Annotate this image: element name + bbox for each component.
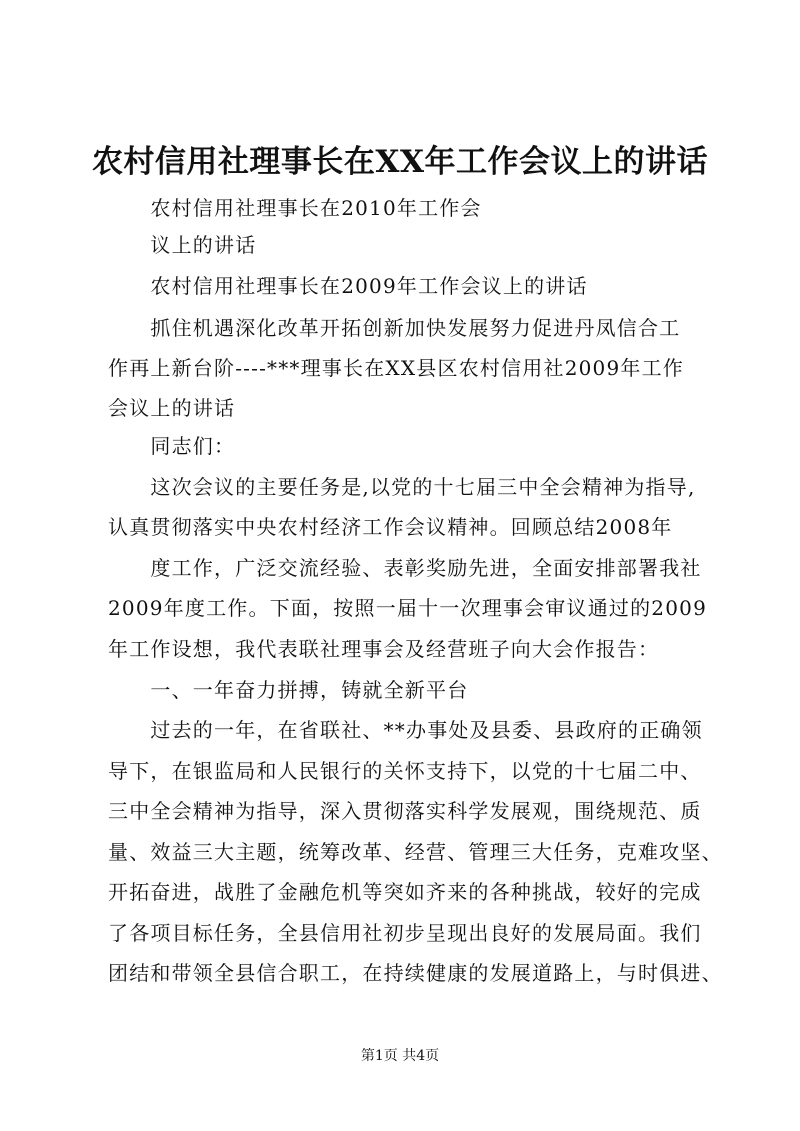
section-heading: 一、一年奋力拼搏，铸就全新平台 [108, 678, 469, 702]
body-line: 了各项目标任务，全县信用社初步呈现出良好的发展局面。我们 [108, 921, 702, 945]
body-line: 会议上的讲话 [108, 396, 236, 420]
body-line: 农村信用社理事长在2010年工作会 [108, 196, 482, 220]
body-line: 导下，在银监局和人民银行的关怀支持下，以党的十七届二中、 [108, 759, 702, 783]
body-line: 团结和带领全县信合职工，在持续健康的发展道路上，与时俱进、 [108, 961, 723, 985]
body-line: 年工作设想，我代表联社理事会及经营班子向大会作报告： [108, 637, 660, 661]
body-line: 议上的讲话 [108, 233, 257, 257]
body-line: 2009年度工作。下面，按照一届十一次理事会审议通过的2009 [108, 596, 707, 620]
body-line: 量、效益三大主题，统筹改革、经营、管理三大任务，克难攻坚、 [108, 840, 723, 864]
body-line: 抓住机遇深化改革开拓创新加快发展努力促进丹凤信合工 [108, 316, 681, 340]
body-line: 认真贯彻落实中央农村经济工作会议精神。回顾总结2008年 [108, 515, 673, 539]
body-line: 作再上新台阶----***理事长在XX县区农村信用社2009年工作 [108, 356, 685, 380]
body-line: 农村信用社理事长在2009年工作会议上的讲话 [108, 274, 588, 298]
body-line: 开拓奋进，战胜了金融危机等突如齐来的各种挑战，较好的完成 [108, 880, 702, 904]
body-line: 过去的一年，在省联社、**办事处及县委、县政府的正确领 [108, 718, 703, 742]
body-line: 三中全会精神为指导，深入贯彻落实科学发展观，围绕规范、质 [108, 799, 702, 823]
body-line: 度工作，广泛交流经验、表彰奖励先进，全面安排部署我社 [108, 556, 702, 580]
document-title: 农村信用社理事长在XX年工作会议上的讲话 [91, 144, 709, 180]
body-line: 同志们： [108, 434, 236, 458]
body-line: 这次会议的主要任务是,以党的十七届三中全会精神为指导, [108, 475, 696, 499]
page-number: 第1页 共4页 [360, 1048, 440, 1064]
